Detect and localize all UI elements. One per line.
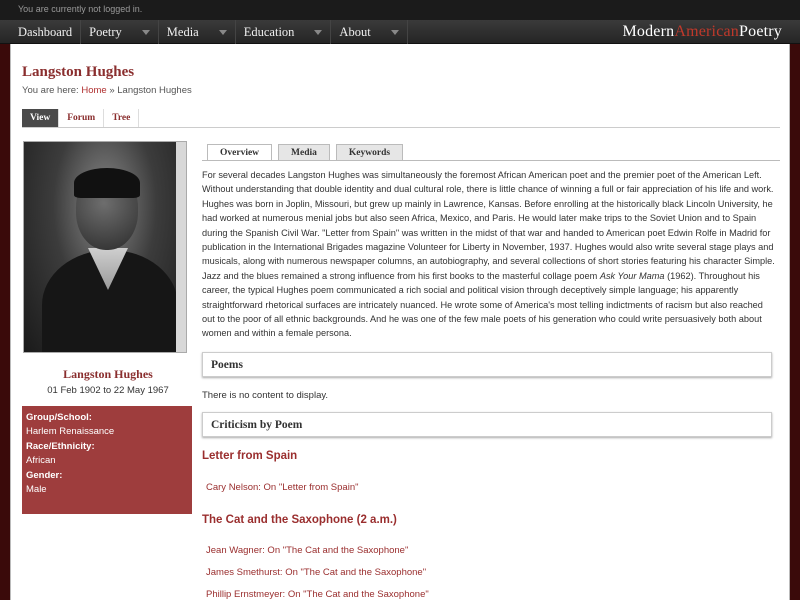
content-tabs (207, 144, 409, 161)
criticism-link[interactable]: Cary Nelson: On "Letter from Spain" (206, 482, 359, 493)
breadcrumb-current: Langston Hughes (117, 85, 192, 96)
author-name: Langston Hughes (63, 367, 153, 381)
info-value[interactable]: African (26, 455, 56, 466)
main-navbar (0, 20, 800, 44)
info-value[interactable]: Male (26, 484, 47, 495)
breadcrumb-prefix: You are here: (22, 85, 79, 96)
breadcrumb-separator: » (109, 85, 115, 96)
author-info-box (22, 406, 192, 514)
nav-item-media[interactable] (159, 20, 236, 44)
nav-item-education[interactable] (236, 20, 332, 44)
content-tabs-divider (202, 160, 780, 161)
criticism-link[interactable]: Jean Wagner: On "The Cat and the Saxophone" (206, 545, 409, 556)
overview-text (202, 168, 775, 341)
chevron-down-icon[interactable] (219, 30, 227, 35)
poem-title[interactable]: The Cat and the Saxophone (2 a.m.) (202, 514, 397, 526)
logo-part: Poetry (739, 23, 782, 40)
tabs-divider (22, 127, 780, 128)
nav-label: Poetry (89, 24, 122, 39)
breadcrumb (22, 85, 192, 96)
author-dates: 01 Feb 1902 to 22 May 1967 (47, 385, 169, 396)
info-label: Race/Ethnicity: (26, 441, 95, 452)
criticism-heading[interactable]: Criticism by Poem (202, 412, 772, 437)
chevron-down-icon[interactable] (314, 30, 322, 35)
tab-overview[interactable]: Overview (207, 144, 272, 161)
overview-text-part: (1962). Throughout his career, the typical Hughes poem communicated a rich social and political vision through deceptively simple language; his apparently straightforward rhetorical surfaces are intricately nuanced. He wrote some of America's most telling indictments of racism but also reached out to the poor of all ethnic backgrounds. And he was one of the few male poets of his generation who could write persuasively both about women and within a female persona. (202, 270, 763, 339)
poems-empty-message: There is no content to display. (202, 390, 329, 401)
nav-label: About (339, 24, 371, 39)
primary-tabs (22, 109, 139, 127)
tab-view[interactable]: View (22, 109, 59, 127)
logo-part: American (674, 23, 740, 40)
criticism-link[interactable]: Phillip Ernstmeyer: On "The Cat and the Saxophone" (206, 589, 429, 600)
overview-italic-title: Ask Your Mama (599, 270, 665, 281)
chevron-down-icon[interactable] (391, 30, 399, 35)
chevron-down-icon[interactable] (142, 30, 150, 35)
author-photo (23, 141, 187, 353)
breadcrumb-home-link[interactable]: Home (81, 85, 107, 96)
nav-label: Education (243, 24, 295, 39)
info-value[interactable]: Harlem Renaissance (26, 426, 115, 437)
login-status: You are currently not logged in. (0, 0, 800, 20)
overview-text-part: For several decades Langston Hughes was simultaneously the foremost African American poet and the premier poet of the American Left. Without understanding that double identity and dual cultural role, there is little chance of winning a full or fair appreciation of his life and work. Hughes was born in Joplin, Missouri, but grew up mainly in Lawrence, Kansas. Before enrolling at the historically black Lincoln University, he had worked at numerous menial jobs but also seen Africa, Mexico, and Paris. He would later make trips to the Soviet Union and to Spain during the Spanish Civil War. "Letter from Spain" was written in the midst of that war and handed to American poet Edwin Rolfe in Madrid for publication in the International Brigades magazine Volunteer for Liberty in November, 1937. Hughes would also write several stage plays and musicals, along with numerous newspaper columns, an autobiography, and several collections of short stories featuring his character Simple. Jazz and the blues remained a strong influence from his first books to the masterful collage poem (202, 170, 775, 281)
nav-menu (10, 20, 408, 44)
page-content (10, 44, 790, 600)
nav-label: Media (166, 24, 199, 39)
photo-edge (176, 142, 186, 352)
nav-item-dashboard[interactable] (10, 20, 81, 44)
info-label: Gender: (26, 470, 63, 481)
nav-item-poetry[interactable] (81, 20, 159, 44)
poem-title[interactable]: Letter from Spain (202, 450, 298, 462)
photo-hair (74, 168, 140, 198)
site-logo[interactable] (622, 23, 782, 41)
page-title: Langston Hughes (22, 64, 135, 80)
tab-forum[interactable]: Forum (59, 109, 104, 127)
criticism-link[interactable]: James Smethurst: On "The Cat and the Saxophone" (206, 567, 427, 578)
logo-part: Modern (622, 23, 675, 40)
tab-tree[interactable]: Tree (104, 109, 139, 127)
poems-heading[interactable]: Poems (202, 352, 772, 377)
info-label: Group/School: (26, 412, 92, 423)
tab-keywords[interactable]: Keywords (336, 144, 403, 161)
tab-media[interactable]: Media (278, 144, 330, 161)
nav-item-about[interactable] (331, 20, 407, 44)
nav-label: Dashboard (18, 24, 73, 39)
